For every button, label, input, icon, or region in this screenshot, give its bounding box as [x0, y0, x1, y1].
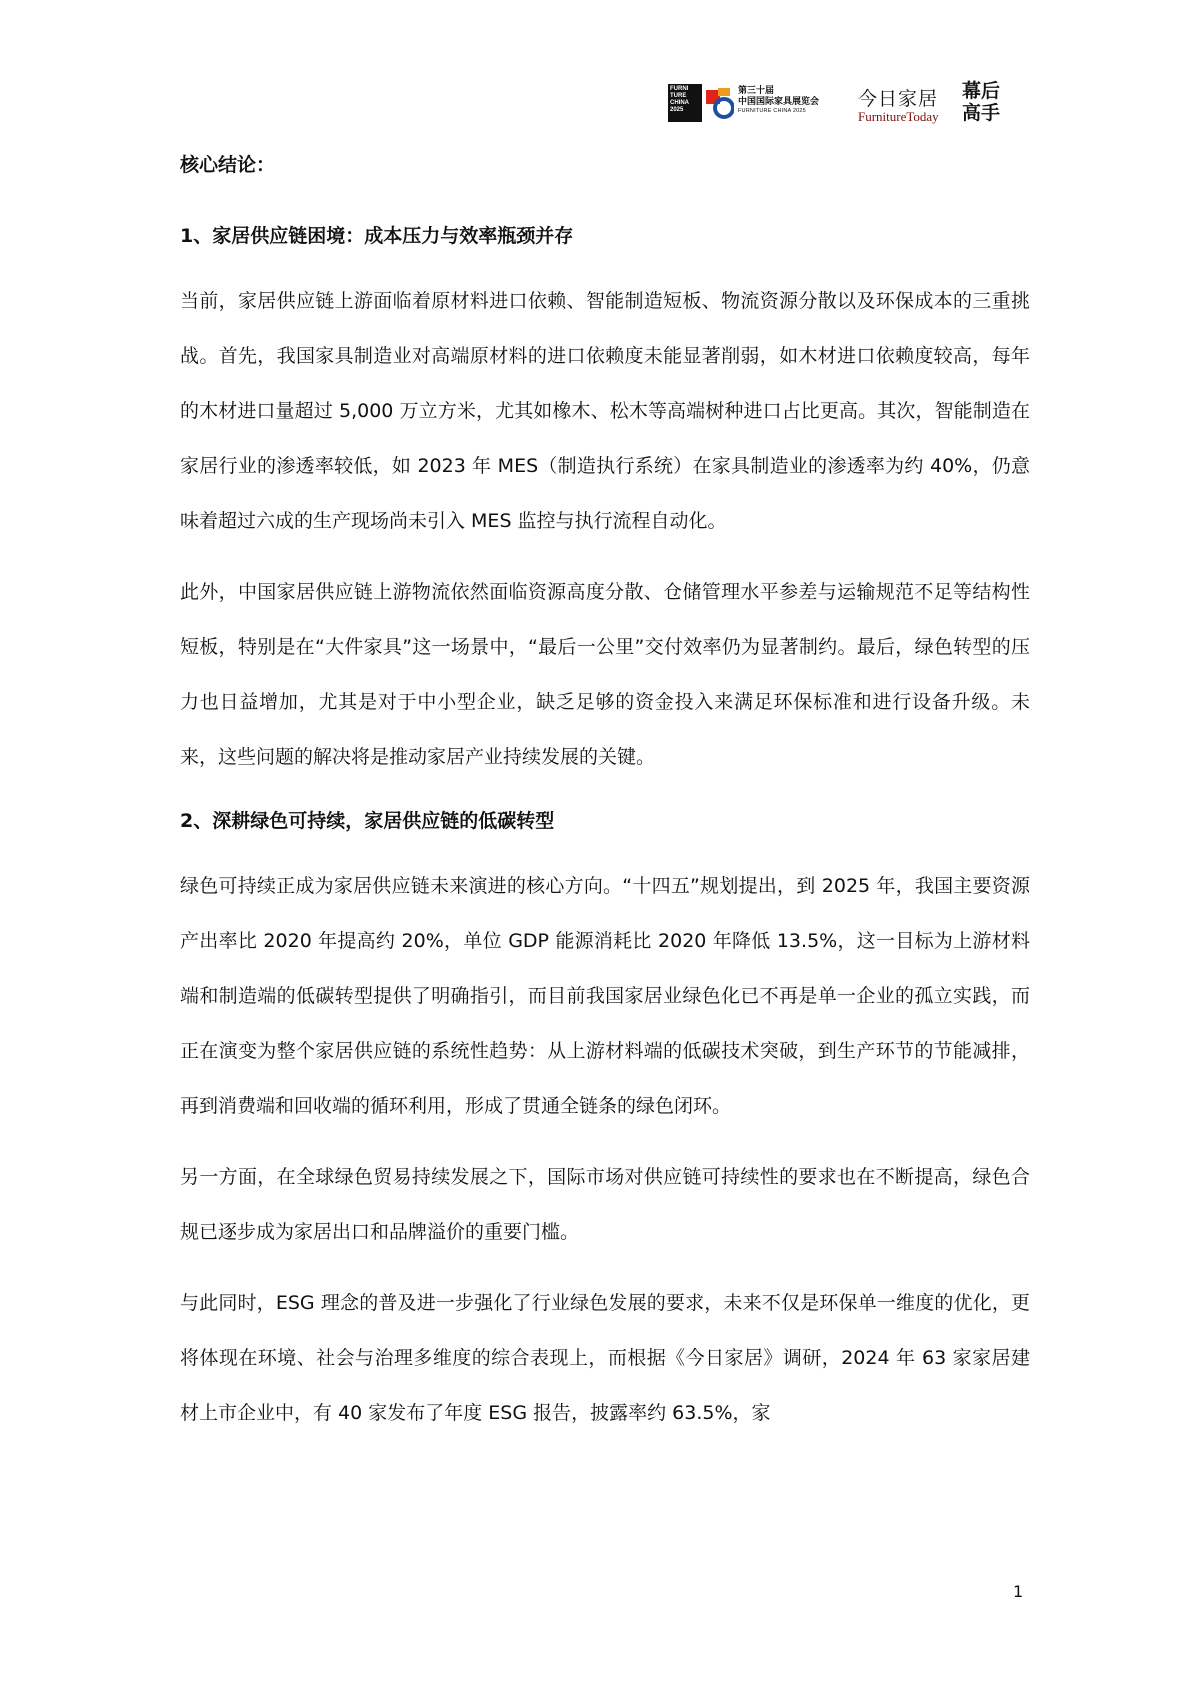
page-title: 核心结论： — [180, 154, 276, 176]
section-heading: 1、家居供应链困境：成本压力与效率瓶颈并存 — [180, 225, 574, 247]
page-number: 1 — [1013, 1582, 1024, 1601]
document-body — [180, 150, 1030, 1457]
furniture-china-logo: FURNI TURE CHINA 2025 — [668, 84, 702, 122]
paragraph: 绿色可持续正成为家居供应链未来演进的核心方向。“十四五”规划提出，到 2025 年，我国主要资源产出率比 2020 年提高约 20%，单位 GDP 能源消耗比 2020 年降低 13.5%，这一目标为上游材料端和制造端的低碳转型提供了明确指引，而目前我国家居业绿色化已不再是单一企业的孤立实践，而正在演变为整个家居供应链的系统性趋势：从上游材料端的低碳技术突破，到生产环节的节能减排，再到消费端和回收端的循环利用，形成了贯通全链条的绿色闭环。 — [180, 875, 1030, 1117]
furniture-today-logo-cn: 今日家居 — [858, 88, 939, 110]
section-heading: 2、深耕绿色可持续，家居供应链的低碳转型 — [180, 810, 555, 832]
paragraph: 当前，家居供应链上游面临着原材料进口依赖、智能制造短板、物流资源分散以及环保成本的三重挑战。首先，我国家具制造业对高端原材料的进口依赖度未能显著削弱，如木材进口依赖度较高，每年的木材进口量超过 5,000 万立方米，尤其如橡木、松木等高端树种进口占比更高。其次，智能制造在家居行业的渗透率较低，如 2023 年 MES（制造执行系统）在家具制造业的渗透率为约 40%，仍意味着超过六成的生产现场尚未引入 MES 监控与执行流程自动化。 — [180, 290, 1030, 532]
paragraph: 另一方面，在全球绿色贸易持续发展之下，国际市场对供应链可持续性的要求也在不断提高，绿色合规已逐步成为家居出口和品牌溢价的重要门槛。 — [180, 1166, 1030, 1243]
fair-emblem-icon — [704, 84, 734, 122]
fair-edition: 第三十届 — [738, 85, 775, 95]
paragraph: 此外，中国家居供应链上游物流依然面临资源高度分散、仓储管理水平参差与运输规范不足等结构性短板，特别是在“大件家具”这一场景中，“最后一公里”交付效率仍为显著制约。最后，绿色转型的压力也日益增加，尤其是对于中小型企业，缺乏足够的资金投入来满足环保标准和进行设备升级。未来，这些问题的解决将是推动家居产业持续发展的关键。 — [180, 581, 1030, 768]
mhgs-logo: 幕后高手 — [962, 80, 1001, 124]
paragraph: 与此同时，ESG 理念的普及进一步强化了行业绿色发展的要求，未来不仅是环保单一维度的优化，更将体现在环境、社会与治理多维度的综合表现上，而根据《今日家居》调研，2024 年 63 家家居建材上市企业中，有 40 家发布了年度 ESG 报告，披露率约 63.5%，家 — [180, 1292, 1030, 1424]
fair-name-logo — [738, 85, 819, 116]
fair-name: 中国国际家具展览会 — [738, 96, 820, 106]
fair-name-en: FURNITURE CHINA 2025 — [738, 108, 806, 114]
furniture-today-logo-en: FurnitureToday — [858, 109, 939, 124]
